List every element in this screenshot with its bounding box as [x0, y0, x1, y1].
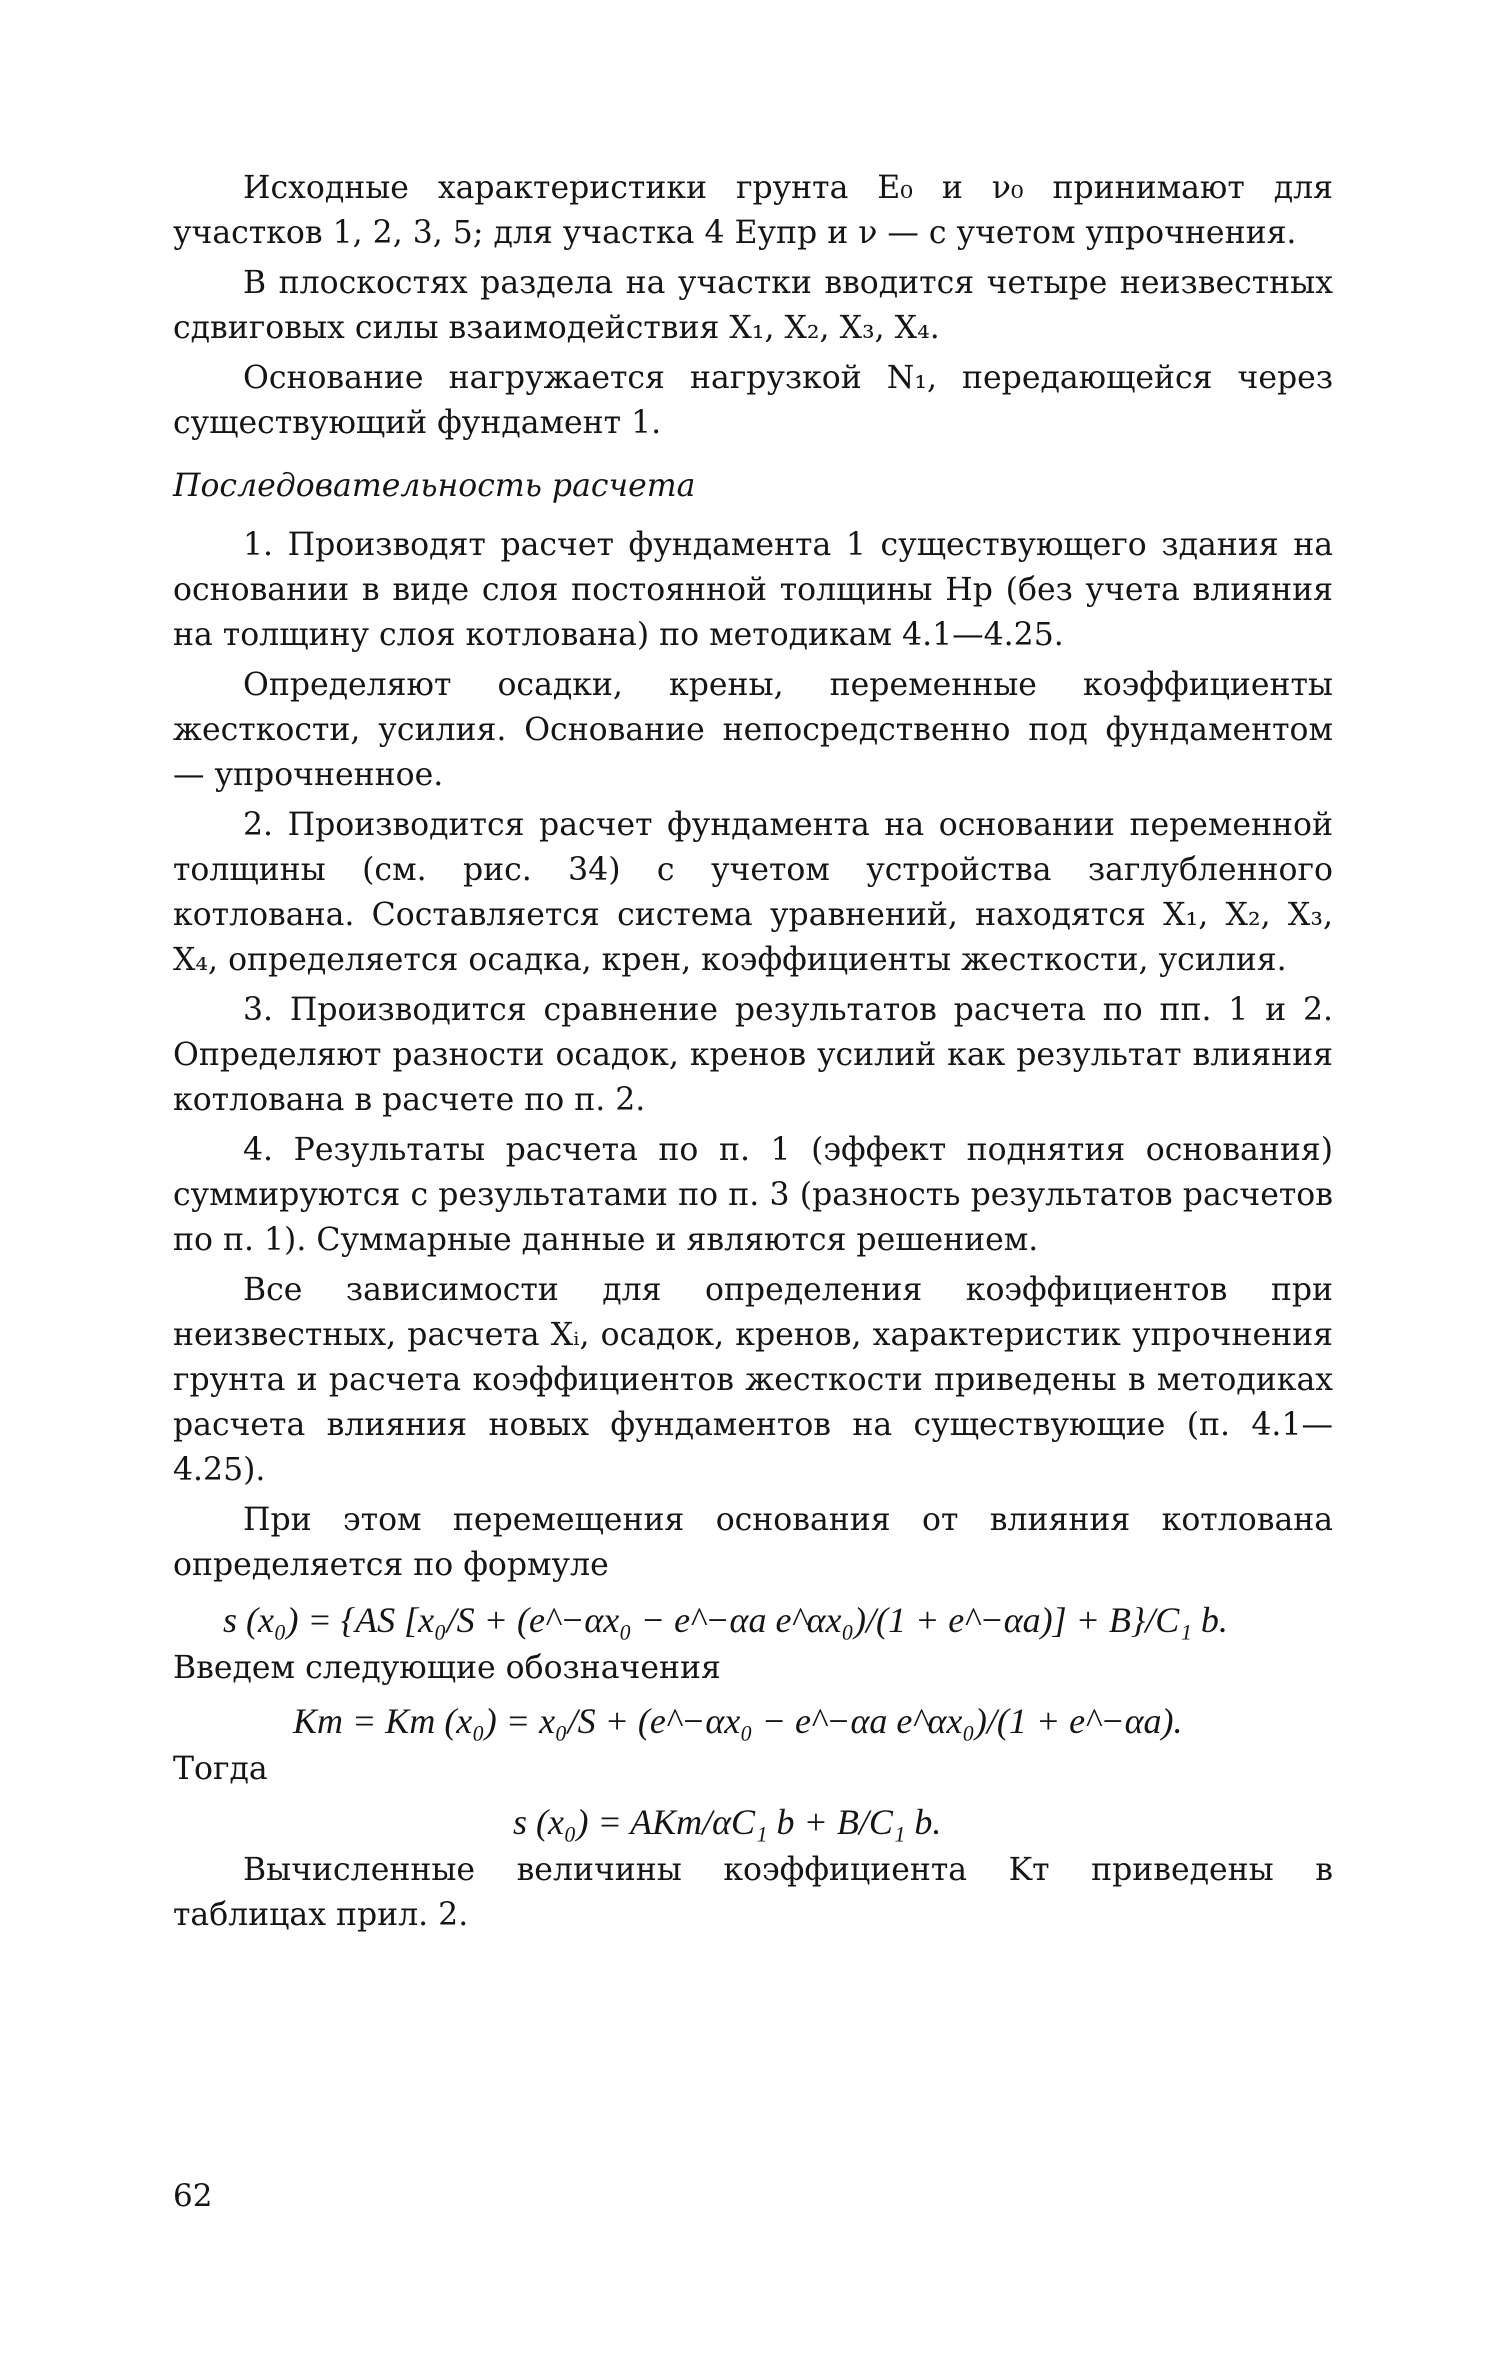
formula-settlement: s (x₀) = {AS [x₀/S + (e^−αx₀ − e^−αa e^αx₀)/(1 + e^−αa)] + B}/C₁ b.: [223, 1600, 1228, 1640]
text-step-1: 1. Производят расчет фундамента 1 существующего здания на основании в виде слоя постоянной толщины Hр (без учета влияния на толщину слоя котлована) по методикам 4.1—4.25.: [173, 527, 1333, 653]
text-dependencies: Все зависимости для определения коэффициентов при неизвестных, расчета Xᵢ, осадок, кренов, характеристик упрочнения грунта и расчета коэффициентов жесткости приведены в методиках расчета влияния новых фундаментов на существующие (п. 4.1—4.25).: [173, 1272, 1333, 1488]
paragraph-tables: [173, 1848, 1333, 1938]
paragraph-notation: [173, 1646, 1333, 1691]
text-soil-characteristics: Исходные характеристики грунта E₀ и ν₀ принимают для участков 1, 2, 3, 5; для участка 4 Eупр и ν — с учетом упрочнения.: [173, 170, 1333, 251]
step-4: [173, 1128, 1333, 1263]
paragraph-soil-characteristics: [173, 166, 1333, 256]
paragraph-then: [173, 1747, 1333, 1792]
formula-settlement-short: s (x₀) = AKт/αC₁ b + B/C₁ b.: [513, 1802, 942, 1842]
page-number: 62: [173, 2178, 213, 2214]
text-notation: Введем следующие обозначения: [173, 1650, 721, 1686]
text-tables: Вычисленные величины коэффициента Kт приведены в таблицах прил. 2.: [173, 1852, 1333, 1933]
step-1: [173, 523, 1333, 658]
paragraph-load: [173, 356, 1333, 446]
paragraph-dependencies: [173, 1268, 1333, 1493]
text-shear-forces: В плоскостях раздела на участки вводится четыре неизвестных сдвиговых силы взаимодействия X₁, X₂, X₃, X₄.: [173, 265, 1333, 346]
text-displacement: При этом перемещения основания от влияния котлована определяется по формуле: [173, 1502, 1333, 1583]
step-3: [173, 988, 1333, 1123]
text-step-1-details: Определяют осадки, крены, переменные коэффициенты жесткости, усилия. Основание непосредственно под фундаментом — упрочненное.: [173, 667, 1333, 793]
text-load: Основание нагружается нагрузкой N₁, передающейся через существующий фундамент 1.: [173, 360, 1333, 441]
step-1-details: [173, 663, 1333, 798]
text-step-3: 3. Производится сравнение результатов расчета по пп. 1 и 2. Определяют разности осадок, кренов усилий как результат влияния котлована в расчете по п. 2.: [173, 992, 1333, 1118]
paragraph-shear-forces: [173, 261, 1333, 351]
section-heading: Последовательность расчета: [173, 468, 696, 504]
step-2: [173, 803, 1333, 983]
paragraph-displacement: [173, 1498, 1333, 1588]
formula-coefficient: Kт = Kт (x₀) = x₀/S + (e^−αx₀ − e^−αa e^αx₀)/(1 + e^−αa).: [293, 1701, 1183, 1741]
page-body: [173, 166, 1333, 1938]
text-step-2: 2. Производится расчет фундамента на основании переменной толщины (см. рис. 34) с учетом устройства заглубленного котлована. Составляется система уравнений, находятся X₁, X₂, X₃, X₄, определяется осадка, крен, коэффициенты жесткости, усилия.: [173, 807, 1333, 978]
text-then: Тогда: [173, 1751, 268, 1787]
text-step-4: 4. Результаты расчета по п. 1 (эффект поднятия основания) суммируются с результатами по п. 3 (разность результатов расчетов по п. 1). Суммарные данные и являются решением.: [173, 1132, 1333, 1258]
